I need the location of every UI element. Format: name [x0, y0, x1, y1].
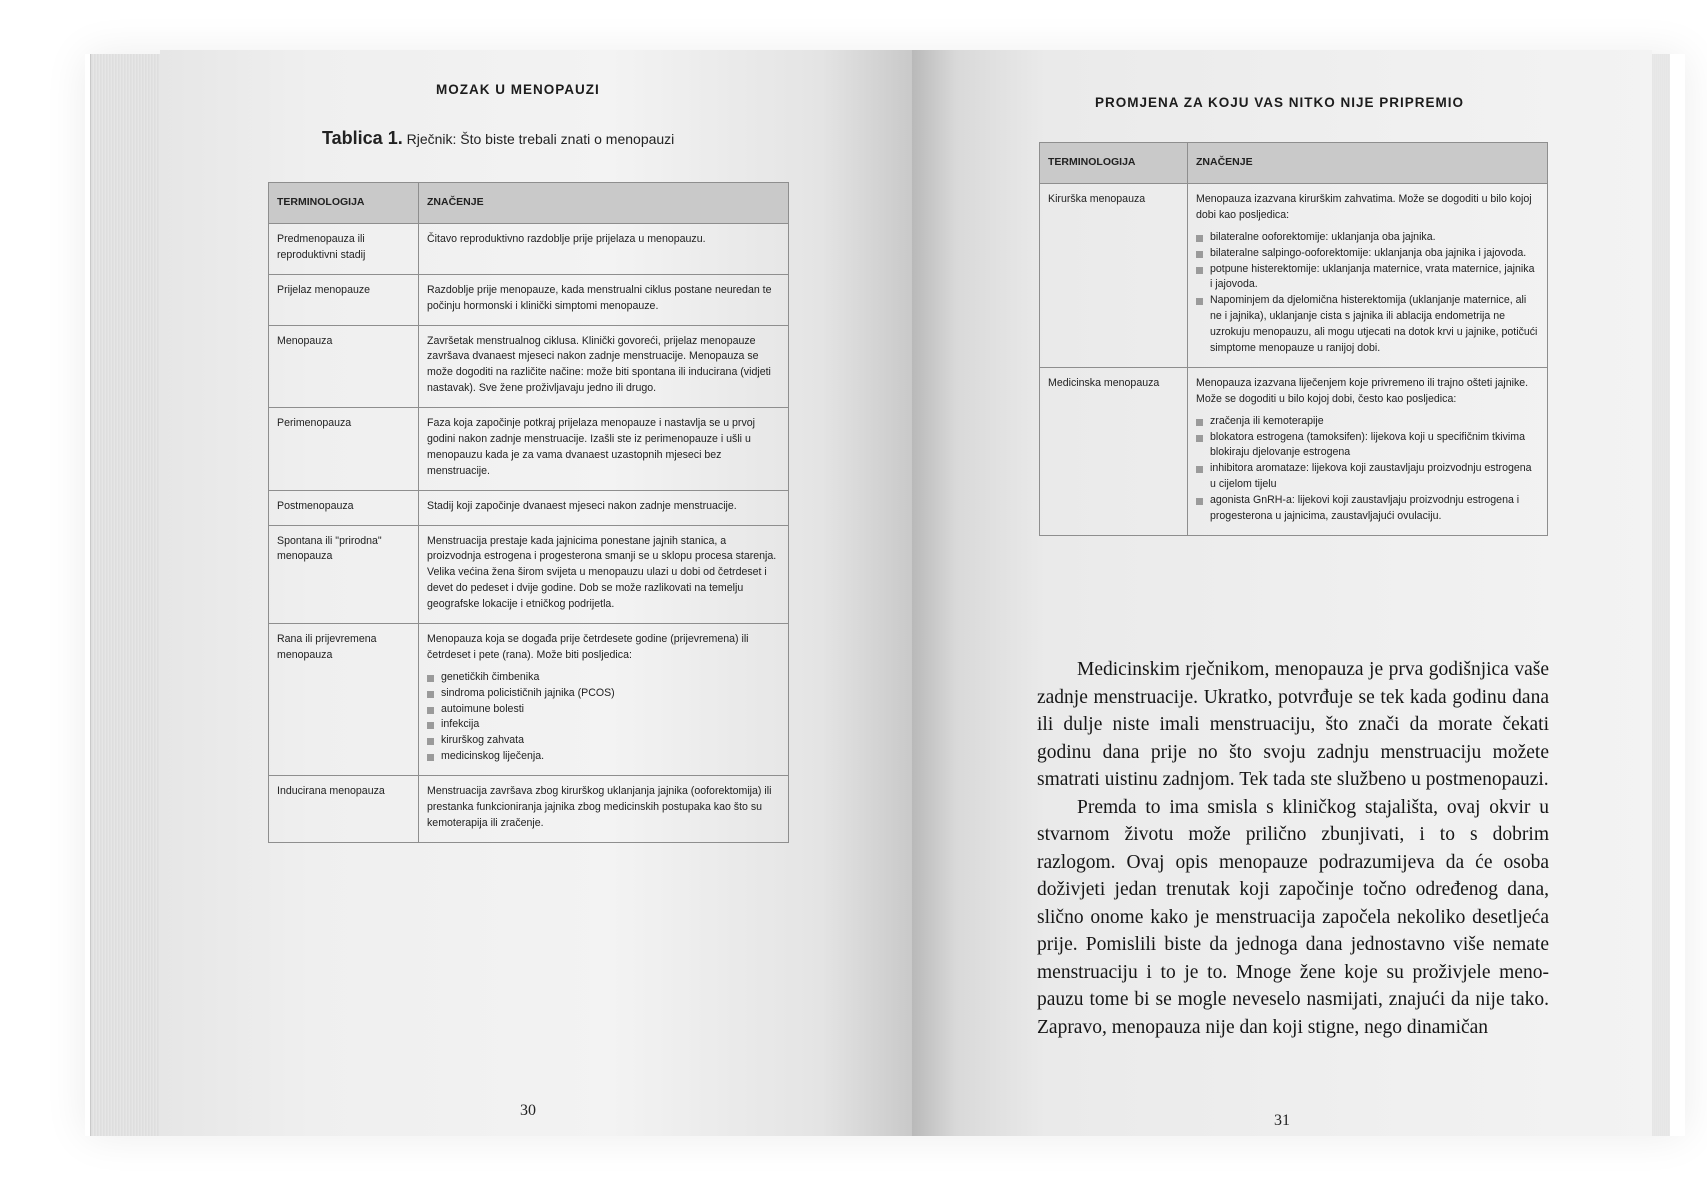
paragraph: Medicinskim rječnikom, menopauza je prva godišnjica vaše zadnje menstruacije. Ukratko, potvrđuje se tek kada godinu dana ili dulje niste imali menstruaciju, što znači da morate čekati godinu dana prije no što svoju zadnju menstruaciju možete smatrati uistinu zadnjom. Tek tada ste službeno u postmenopauzi. [1037, 659, 1549, 790]
table-row [269, 274, 789, 325]
header-meaning: ZNAČENJE [419, 183, 789, 224]
meaning-text: Menopauza izazvana kirurškim zahvatima. Može se dogoditi u bilo kojoj dobi kao posljedica: [1196, 193, 1532, 221]
meaning-cell [419, 224, 789, 275]
meaning-text: Menopauza izazvana liječenjem koje privremeno ili trajno ošteti jajnike. Može se dogoditi u bilo kojoj dobi, često kao posljedica: [1196, 376, 1529, 405]
table-row [1040, 367, 1548, 535]
bullet-item: Napominjem da djelomična histerektomija (uklanjanje maternice, ali ne i jajnika), uklanjanje cista s jajnika ili ablacija endometrija ne uzrokuju menopauzu, ali mogu utjecati na dotok krvi u jajnike, potičući simptome menopauze u ranijoj dobi. [1196, 293, 1539, 357]
term-cell: Medicinska menopauza [1040, 367, 1188, 535]
meaning-cell [419, 274, 789, 325]
page-number: 30 [520, 1102, 536, 1119]
table-row [269, 408, 789, 491]
table-header-row [1040, 143, 1548, 184]
meaning-cell [1188, 184, 1548, 368]
term-cell: Predmenopauza ili reproduktivni stadij [269, 224, 419, 275]
bullet-list [1196, 414, 1539, 525]
bullet-item: agonista GnRH-a: lijekovi koji zaustavljaju proizvodnju estrogena i progesterona u jajnicima, zaustavljajući ovulaciju. [1196, 493, 1539, 525]
term-cell: Rana ili prijevremena menopauza [269, 624, 419, 776]
meaning-cell [419, 776, 789, 843]
meaning-text: Čitavo reproduktivno razdoblje prije prijelaza u menopauzu. [427, 233, 706, 245]
meaning-text: Menstruacija prestaje kada jajnicima ponestane jajnih stanica, a proizvodnja estrogena i progesterona smanji se u sklopu procesa starenja. Velika većina žena širom svijeta u menopauzu ulazi u dobi od četrdeset i devet do pedeset i dvije godine. Dob se može razlikovati na temelju geografske lokacije i etničkog podrijetla. [427, 534, 777, 611]
table-header-row [269, 183, 789, 224]
table-row [269, 224, 789, 275]
term-cell: Kirurška menopauza [1040, 184, 1188, 368]
meaning-text: Faza koja započinje potkraj prijelaza menopauze i nastavlja se u prvoj godini nakon zadnje menstruacije. Izašli ste iz perimenopauze i ušli u menopauzu kada je za vama dvanaest uzastopnih mjeseci bez menstruacije. [427, 417, 755, 477]
page-number: 31 [1274, 1112, 1290, 1129]
glossary-table-continued [1039, 142, 1548, 536]
table-row [269, 325, 789, 408]
term-cell: Prijelaz menopauze [269, 274, 419, 325]
page-stack-left [90, 54, 166, 1136]
term-cell: Spontana ili "prirodna" menopauza [269, 525, 419, 623]
meaning-text: Razdoblje prije menopauze, kada menstrualni ciklus postane neuredan te počinju hormonski i klinički simptomi menopauze. [427, 283, 772, 312]
table-caption [322, 128, 674, 149]
bullet-item: kirurškog zahvata [427, 733, 780, 749]
meaning-text: Stadij koji započinje dvanaest mjeseci nakon zadnje menstruacije. [427, 499, 737, 512]
meaning-cell [1188, 367, 1548, 535]
header-terminology: TERMINOLOGIJA [1040, 143, 1188, 184]
term-cell: Perimenopauza [269, 408, 419, 491]
bullet-list [1196, 230, 1539, 357]
meaning-cell [419, 525, 789, 623]
running-head: PROMJENA ZA KOJU VAS NITKO NIJE PRIPREMIO [1095, 95, 1465, 110]
header-meaning: ZNAČENJE [1188, 143, 1548, 184]
table-row [269, 490, 789, 525]
body-text [1037, 656, 1549, 1041]
meaning-text: Završetak menstrualnog ciklusa. Klinički govoreći, prijelaz menopauze završava dvanaest mjeseci nakon zadnje menstruacije. Menopauza se može dogoditi na različite načine: može biti spontana ili inducirana (vidjeti nastavak). Sve žene proživljavaju jedno ili drugo. [427, 334, 771, 395]
table-row [1040, 184, 1548, 368]
running-head: MOZAK U MENOPAUZI [436, 82, 600, 97]
bullet-item: infekcija [427, 717, 780, 733]
bullet-item: potpune histerektomije: uklanjanja maternice, vrata maternice, jajnika i jajovoda. [1196, 262, 1539, 294]
term-cell: Inducirana menopauza [269, 776, 419, 843]
term-cell: Postmenopauza [269, 490, 419, 525]
meaning-cell [419, 624, 789, 776]
table-row [269, 624, 789, 776]
bullet-item: inhibitora aromataze: lijekova koji zaustavljaju proizvodnju estrogena u cijelom tijelu [1196, 461, 1539, 493]
meaning-cell [419, 325, 789, 408]
table-row [269, 776, 789, 843]
bullet-list [427, 670, 780, 765]
bullet-item: genetičkih čimbenika [427, 670, 780, 686]
bullet-item: medicinskog liječenja. [427, 749, 780, 765]
header-terminology: TERMINOLOGIJA [269, 183, 419, 224]
meaning-text: Menopauza koja se događa prije četrdesete godine (prijevremena) ili četrdeset i pete (rana). Može biti posljedica: [427, 633, 749, 661]
caption-label: Tablica 1. [322, 128, 403, 148]
bullet-item: blokatora estrogena (tamoksifen): lijekova koji u specifičnim tkivima blokiraju djelovanje estrogena [1196, 430, 1539, 462]
bullet-item: bilateralne salpingo-ooforektomije: uklanjanja oba jajnika i jajovoda. [1196, 246, 1539, 262]
bullet-item: bilateralne ooforektomije: uklanjanja oba jajnika. [1196, 230, 1539, 246]
caption-text: Rječnik: Što biste trebali znati o menopauzi [406, 131, 675, 147]
term-cell: Menopauza [269, 325, 419, 408]
meaning-cell [419, 408, 789, 491]
bullet-item: sindroma policističnih jajnika (PCOS) [427, 686, 780, 702]
left-page [160, 50, 912, 1136]
table-row [269, 525, 789, 623]
paragraph: Premda to ima smisla s kliničkog stajališta, ovaj okvir u stvarnom životu može prilično zbunjivati, i to s dobrim razlogom. Ovaj opis menopauze podrazumijeva da će osoba doživjeti jedan trenutak koji započinje točno određenog dana, slično onome kako je menstruacija započela nekoliko desetljeća prije. Pomislili biste da jednoga dana jednostavno više nemate menstruaciju i to je to. Mnoge žene koje su proživjele meno-pauzu tome bi se mogle neveselo nasmijati, znajući da nije tako. Zapravo, menopauza nije dan koji stigne, nego dinamičan [1037, 796, 1549, 1038]
glossary-table [268, 182, 789, 843]
meaning-cell [419, 490, 789, 525]
meaning-text: Menstruacija završava zbog kirurškog uklanjanja jajnika (ooforektomija) ili prestanka funkcioniranja jajnika zbog medicinskih postupaka kao što su kemoterapija ili zračenje. [427, 785, 772, 829]
right-page [912, 50, 1652, 1136]
bullet-item: autoimune bolesti [427, 702, 780, 718]
bullet-item: zračenja ili kemoterapije [1196, 414, 1539, 430]
